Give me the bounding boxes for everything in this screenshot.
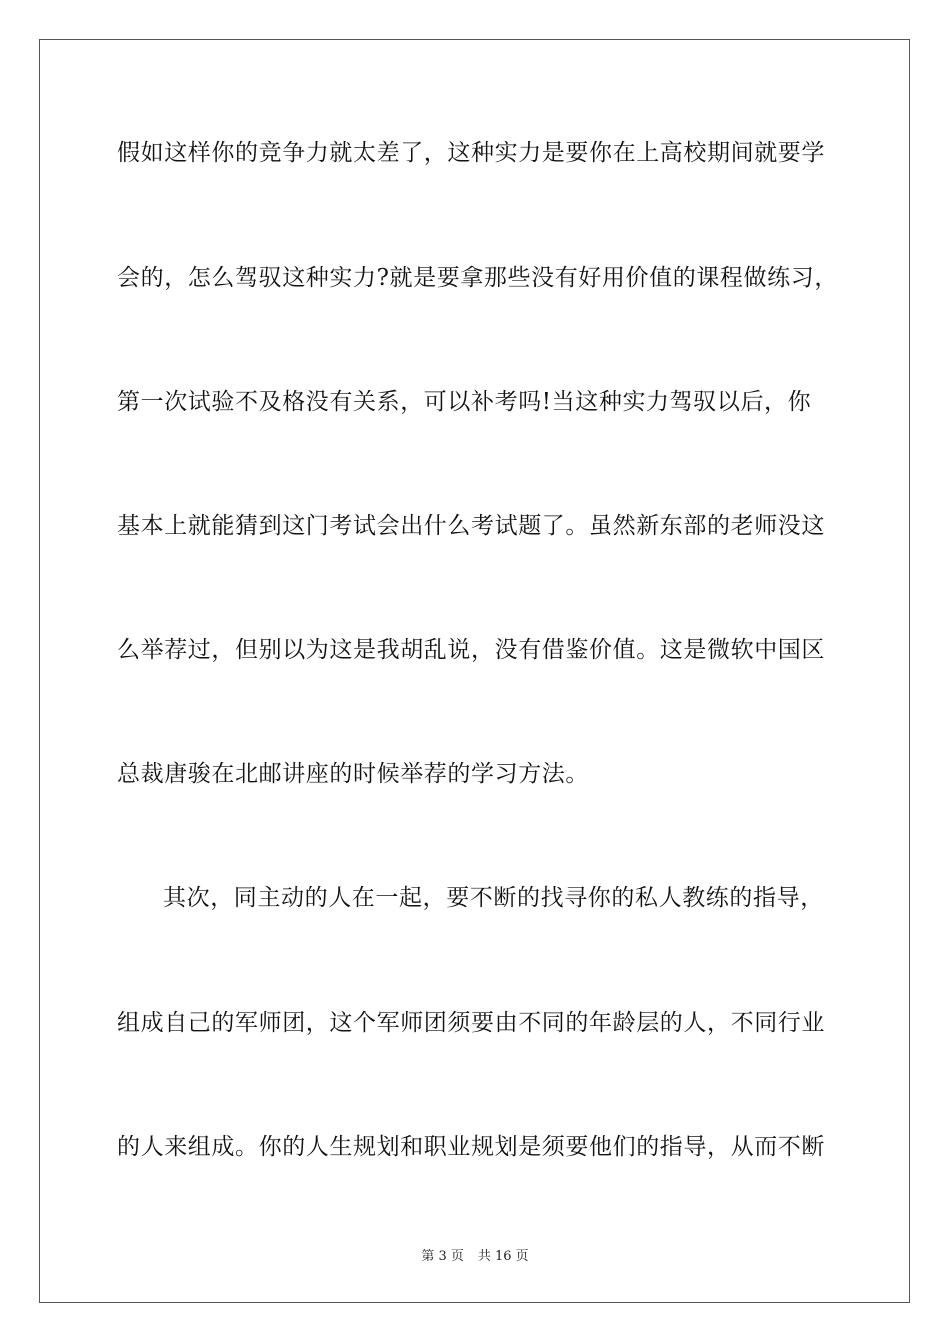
body-text-line: 总裁唐骏在北邮讲座的时候举荐的学习方法。: [117, 761, 589, 787]
body-text-line: 的人来组成。你的人生规划和职业规划是须要他们的指导，从而不断: [117, 1134, 825, 1160]
body-text-line: 第一次试验不及格没有关系，可以补考吗!当这种实力驾驭以后，你: [117, 389, 812, 415]
body-text-line: 么举荐过，但别以为这是我胡乱说，没有借鉴价值。这是微软中国区: [117, 637, 825, 663]
page-total: 共 16 页: [477, 1249, 529, 1264]
page-footer: [0, 1248, 950, 1266]
paragraph-first-line: 其次，同主动的人在一起，要不断的找寻你的私人教练的指导，: [163, 885, 824, 911]
body-text-line: 假如这样你的竞争力就太差了，这种实力是要你在上高校期间就要学: [117, 140, 825, 166]
body-text-line: 会的，怎么驾驭这种实力?就是要拿那些没有好用价值的课程做练习，: [117, 265, 838, 291]
body-text-line: 基本上就能猜到这门考试会出什么考试题了。虽然新东部的老师没这: [117, 513, 825, 539]
page-border: [39, 39, 910, 1303]
page-number: 第 3 页: [421, 1249, 464, 1264]
body-text-line: 组成自己的军师团，这个军师团须要由不同的年龄层的人，不同行业: [117, 1010, 825, 1036]
